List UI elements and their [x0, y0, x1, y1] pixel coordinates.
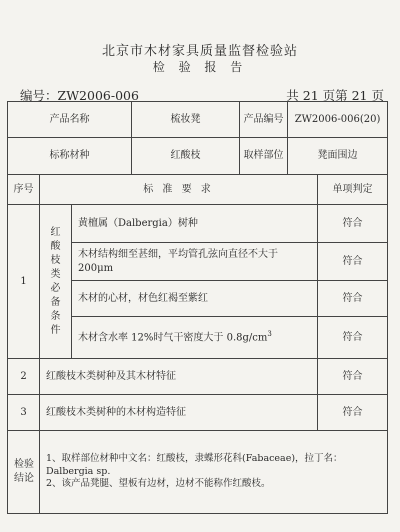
- wood-label: 标称材种: [8, 138, 132, 175]
- requirement-text: 黄檀属（Dalbergia）树种: [72, 205, 318, 243]
- product-code-value: ZW2006-006(20): [288, 102, 388, 138]
- verdict-header: 单项判定: [318, 175, 388, 205]
- product-code-label: 产品编号: [240, 102, 288, 138]
- conclusion-line-2: 2、该产品凳腿、望板有边材，边材不能称作红酸枝。: [46, 478, 271, 490]
- requirement-row-2: [8, 359, 388, 395]
- info-row-1: [8, 102, 388, 138]
- product-name-label: 产品名称: [8, 102, 132, 138]
- requirement-verdict: 符合: [318, 243, 388, 281]
- sample-part-value: 凳面围边: [288, 138, 388, 175]
- report-number-value: ZW2006-006: [57, 88, 139, 103]
- row-3-text: 红酸枝木类树种的木材构造特征: [40, 395, 318, 431]
- requirement-verdict: 符合: [318, 205, 388, 243]
- row-3-verdict: 符合: [318, 395, 388, 431]
- wood-value: 红酸枝: [132, 138, 240, 175]
- report-number-label: 编号：: [20, 88, 58, 103]
- requirement-text: 木材结构细至甚细，平均管孔弦向直径不大于 200μm: [72, 243, 318, 281]
- conclusion-label: 检验结论: [14, 459, 34, 484]
- product-name-value: 梳妆凳: [132, 102, 240, 138]
- section-1-category-cell: [40, 205, 72, 359]
- conclusion-line-1: 1、取样部位材种中文名：红酸枝，隶蝶形花科(Fabaceae)，拉丁名：Dalbergia sp.: [46, 452, 343, 477]
- page-info: 共 21 页第 21 页: [286, 88, 384, 103]
- density-text: 木材含水率 12%时气干密度大于 0.8g/cm: [78, 332, 268, 344]
- requirement-verdict: 符合: [318, 281, 388, 317]
- row-2-text: 红酸枝木类树种及其木材特征: [40, 359, 318, 395]
- requirement-row: [8, 205, 388, 243]
- section-1-index: 1: [8, 205, 40, 359]
- info-row-2: [8, 138, 388, 175]
- density-unit-superscript: 3: [267, 330, 272, 339]
- requirement-row-3: [8, 395, 388, 431]
- index-header: 序号: [8, 175, 40, 205]
- standard-header: 标 准 要 求: [40, 175, 318, 205]
- conclusion-text: [40, 431, 388, 514]
- row-3-index: 3: [8, 395, 40, 431]
- conclusion-label-cell: [8, 431, 40, 514]
- row-2-index: 2: [8, 359, 40, 395]
- conclusion-row: [8, 431, 388, 514]
- requirement-verdict: 符合: [318, 317, 388, 359]
- requirement-text: [72, 317, 318, 359]
- inspection-table: [7, 101, 388, 514]
- requirement-text: 木材的心材，材色红褐至紫红: [72, 281, 318, 317]
- sample-part-label: 取样部位: [240, 138, 288, 175]
- institution-title: 北京市木材家具质量监督检验站: [101, 44, 298, 59]
- section-1-category: 红酸枝类必备条件: [50, 226, 61, 336]
- report-title: 检 验 报 告: [152, 60, 248, 74]
- row-2-verdict: 符合: [318, 359, 388, 395]
- requirements-header-row: [8, 175, 388, 205]
